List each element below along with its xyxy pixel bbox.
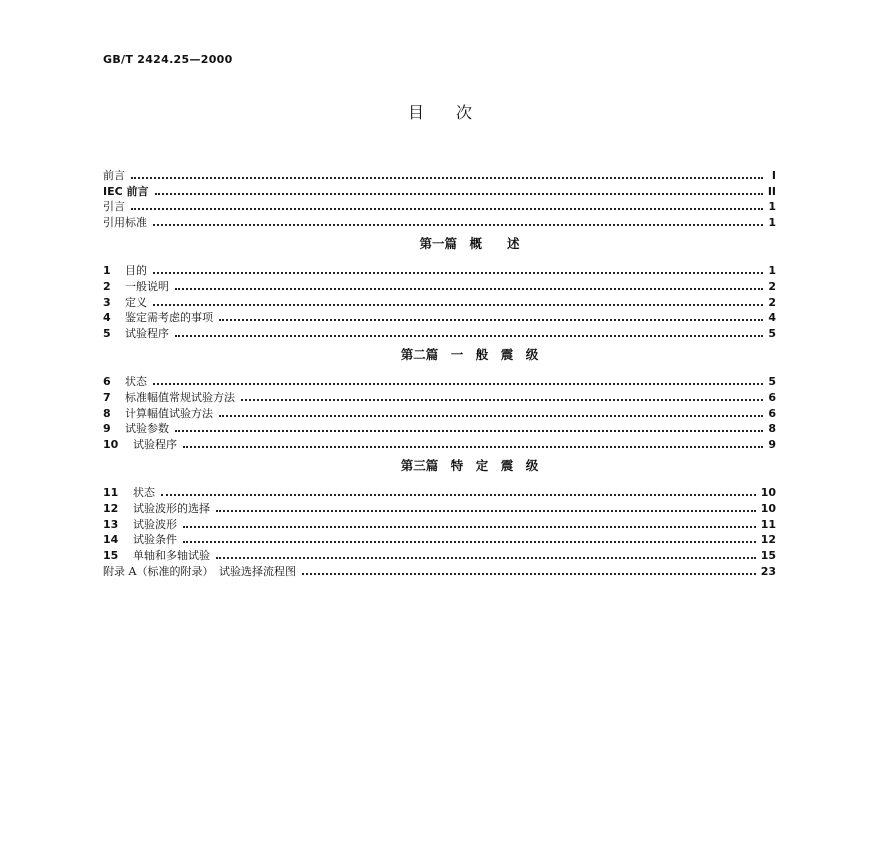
toc-entry-text: 状态 [133,485,155,499]
toc-page-number: 1 [768,200,776,214]
toc-entry[interactable] [103,515,776,531]
toc-entry[interactable] [103,435,776,451]
toc-entry-text: 试验条件 [133,533,177,547]
toc-entry-text: 目的 [125,263,147,277]
toc-entry-text: 前言 [103,168,125,182]
clause-number: 8 [103,406,111,420]
leader-dots [302,572,756,575]
clause-number: 11 [103,485,119,499]
toc-entry[interactable] [103,499,776,515]
toc-entry[interactable] [103,388,776,404]
toc-entry-text: 试验参数 [125,422,169,436]
leader-dots [155,192,763,195]
toc-page-number: 23 [760,564,776,578]
toc-page-number: 1 [768,263,776,277]
leader-dots [161,493,756,496]
toc-entry-normative-references[interactable] [103,213,776,229]
toc-page-number: 5 [768,374,776,388]
toc-entry[interactable] [103,531,776,547]
toc-entry-iec-foreword[interactable] [103,182,776,198]
toc-entry-text: 一般说明 [125,279,169,293]
clause-number: 4 [103,311,111,325]
toc-entry[interactable] [103,483,776,499]
toc-entry[interactable] [103,277,776,293]
toc-entry-text: 鉴定需考虑的事项 [125,311,213,325]
toc-entry-text: 计算幅值试验方法 [125,406,213,420]
leader-dots [153,271,763,274]
toc-page-number: 6 [768,406,776,420]
leader-dots [153,303,763,306]
toc-entry[interactable] [103,420,776,436]
toc-page-number: 10 [760,485,776,499]
leader-dots [153,382,763,385]
toc-page-number: 15 [760,549,776,563]
clause-number: 14 [103,533,119,547]
leader-dots [153,223,763,226]
leader-dots [216,509,756,512]
section-heading-part-3: 第三篇 特 定 震 级 [400,458,539,474]
toc-entry-text: 状态 [125,374,147,388]
toc-entry-foreword[interactable] [103,166,776,182]
toc-entry-text: 试验程序 [133,438,177,452]
section-heading-part-2: 第二篇 一 般 震 级 [400,347,539,363]
toc-entry[interactable] [103,404,776,420]
toc-entry-text: 定义 [125,295,147,309]
toc-entry-introduction[interactable] [103,198,776,214]
clause-number: 10 [103,438,119,452]
table-of-contents [103,166,776,578]
toc-page-number: 11 [760,517,776,531]
clause-number: 6 [103,374,111,388]
toc-page-number: 4 [768,311,776,325]
leader-dots [183,445,763,448]
toc-entry-text: 标准幅值常规试验方法 [125,390,235,404]
clause-number: 2 [103,279,111,293]
toc-entry-text: 试验波形的选择 [133,501,210,515]
toc-entry[interactable] [103,546,776,562]
clause-number: 5 [103,327,111,341]
toc-entry-appendix-a[interactable] [103,562,776,578]
leader-dots [175,287,763,290]
toc-page-number: II [767,184,776,198]
toc-page-number: 5 [768,327,776,341]
clause-number: 1 [103,263,111,277]
leader-dots [131,176,763,179]
clause-number: 12 [103,501,119,515]
leader-dots [219,414,763,417]
toc-entry[interactable] [103,293,776,309]
toc-page-number: 8 [768,422,776,436]
toc-entry[interactable] [103,372,776,388]
leader-dots [241,398,763,401]
toc-entry-text: 试验波形 [133,517,177,531]
toc-page-number: 12 [760,533,776,547]
leader-dots [219,318,763,321]
toc-page-number: 2 [768,295,776,309]
toc-page-number: 2 [768,279,776,293]
toc-page-number: 1 [768,216,776,230]
leader-dots [175,429,763,432]
clause-number: 7 [103,390,111,404]
toc-page-number: 10 [760,501,776,515]
clause-number: 3 [103,295,111,309]
leader-dots [183,540,756,543]
leader-dots [175,334,763,337]
toc-entry-text: IEC 前言 [103,184,149,198]
page-title: 目 次 [407,103,472,122]
toc-entry-text: 引言 [103,200,125,214]
clause-number: 13 [103,517,119,531]
section-heading-part-1: 第一篇 概 述 [419,236,520,252]
toc-page-number: 6 [768,390,776,404]
toc-page-number: I [771,168,776,182]
leader-dots [131,207,763,210]
clause-number: 9 [103,422,111,436]
leader-dots [183,525,756,528]
toc-entry-text: 单轴和多轴试验 [133,549,210,563]
standard-code: GB/T 2424.25—2000 [103,53,233,66]
toc-entry-text: 附录 A（标准的附录） 试验选择流程图 [103,564,296,578]
toc-entry[interactable] [103,261,776,277]
toc-entry[interactable] [103,324,776,340]
leader-dots [216,556,756,559]
toc-entry[interactable] [103,309,776,325]
toc-page-number: 9 [768,438,776,452]
toc-entry-text: 引用标准 [103,216,147,230]
toc-entry-text: 试验程序 [125,327,169,341]
clause-number: 15 [103,549,119,563]
